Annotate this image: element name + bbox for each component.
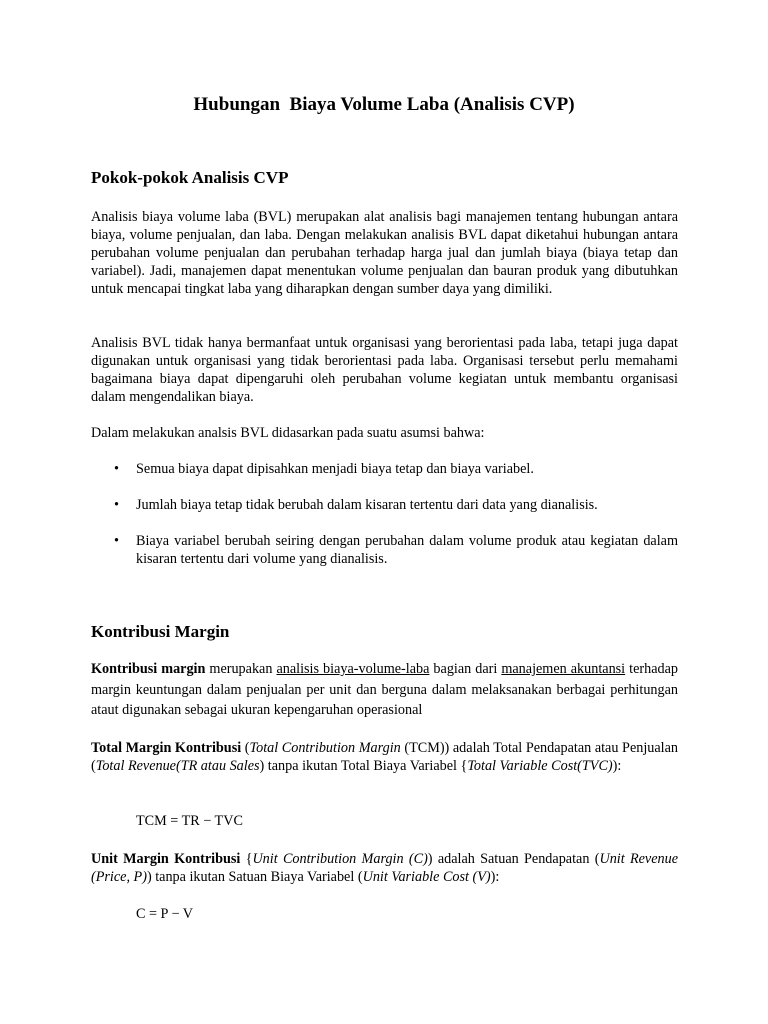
list-item bbox=[91, 460, 678, 478]
link-manajemen-akuntansi[interactable]: manajemen akuntansi bbox=[501, 661, 626, 677]
section-heading-kontribusi: Kontribusi Margin bbox=[91, 622, 230, 641]
list-item-text: Semua biaya dapat dipisahkan menjadi biaya tetap dan biaya variabel. bbox=[136, 461, 534, 477]
bullet-icon: • bbox=[114, 497, 119, 513]
paragraph-assumption: Dalam melakukan analsis BVL didasarkan pada suatu asumsi bahwa: bbox=[91, 425, 485, 441]
paragraph-contribution-margin: Kontribusi margin merupakan analisis biaya-volume-laba bagian dari manajemen akuntansi terhadap margin keuntungan dalam penjualan per unit dan berguna dalam melaksanakan berbagai perhitungan ataut digunakan sebagai ukuran kepengaruhan operasional bbox=[91, 661, 679, 718]
assumption-list bbox=[91, 460, 678, 568]
term-kontribusi-margin: Kontribusi margin bbox=[91, 661, 206, 677]
list-item bbox=[91, 496, 678, 514]
section-heading-pokok: Pokok-pokok Analisis CVP bbox=[91, 168, 289, 187]
paragraph-intro: Analisis biaya volume laba (BVL) merupakan alat analisis bagi manajemen tentang hubungan antara biaya, volume penjualan, dan laba. Dengan melakukan analisis BVL dapat diketahui hubungan antara perubahan volume penjualan dan perubahan terhadap harga jual dan jumlah biaya (biaya tetap dan variabel). Jadi, manajemen dapat menentukan volume penjualan dan bauran produk yang dibutuhkan untuk mencapai tingkat laba yang diharapkan dengan sumber daya yang dimiliki. bbox=[91, 209, 678, 297]
list-item-text: Biaya variabel berubah seiring dengan perubahan dalam volume produk atau kegiatan dalam kisaran tertentu dari volume yang dianalisis. bbox=[136, 533, 678, 567]
list-item bbox=[91, 532, 678, 568]
link-analisis-bvl[interactable]: analisis biaya-volume-laba bbox=[276, 661, 430, 677]
document-title: Hubungan Biaya Volume Laba (Analisis CVP) bbox=[193, 94, 575, 115]
bullet-icon: • bbox=[114, 533, 119, 549]
term-unit-margin-kontribusi: Unit Margin Kontribusi bbox=[91, 851, 241, 867]
paragraph-unit-margin: Unit Margin Kontribusi {Unit Contribution Margin (C)) adalah Satuan Pendapatan (Unit Revenue (Price, P)) tanpa ikutan Satuan Biaya Variabel (Unit Variable Cost (V)): bbox=[91, 851, 679, 885]
list-item-text: Jumlah biaya tetap tidak berubah dalam kisaran tertentu dari data yang dianalisis. bbox=[136, 497, 598, 513]
formula-unit-margin: C = P − V bbox=[136, 906, 194, 922]
paragraph-total-margin: Total Margin Kontribusi (Total Contribution Margin (TCM)) adalah Total Pendapatan atau Penjualan (Total Revenue(TR atau Sales) tanpa ikutan Total Biaya Variabel {Total Variable Cost(TVC)): bbox=[91, 740, 679, 774]
paragraph-benefit: Analisis BVL tidak hanya bermanfaat untuk organisasi yang berorientasi pada laba, tetapi juga dapat digunakan untuk organisasi yang tidak berorientasi pada laba. Organisasi tersebut perlu memahami bagaimana biaya dapat dipengaruhi oleh perubahan volume kegiatan untuk membantu organisasi dalam mengendalikan biaya. bbox=[91, 335, 678, 405]
formula-tcm: TCM = TR − TVC bbox=[136, 813, 243, 829]
term-total-margin-kontribusi: Total Margin Kontribusi bbox=[91, 740, 242, 756]
bullet-icon: • bbox=[114, 461, 119, 477]
